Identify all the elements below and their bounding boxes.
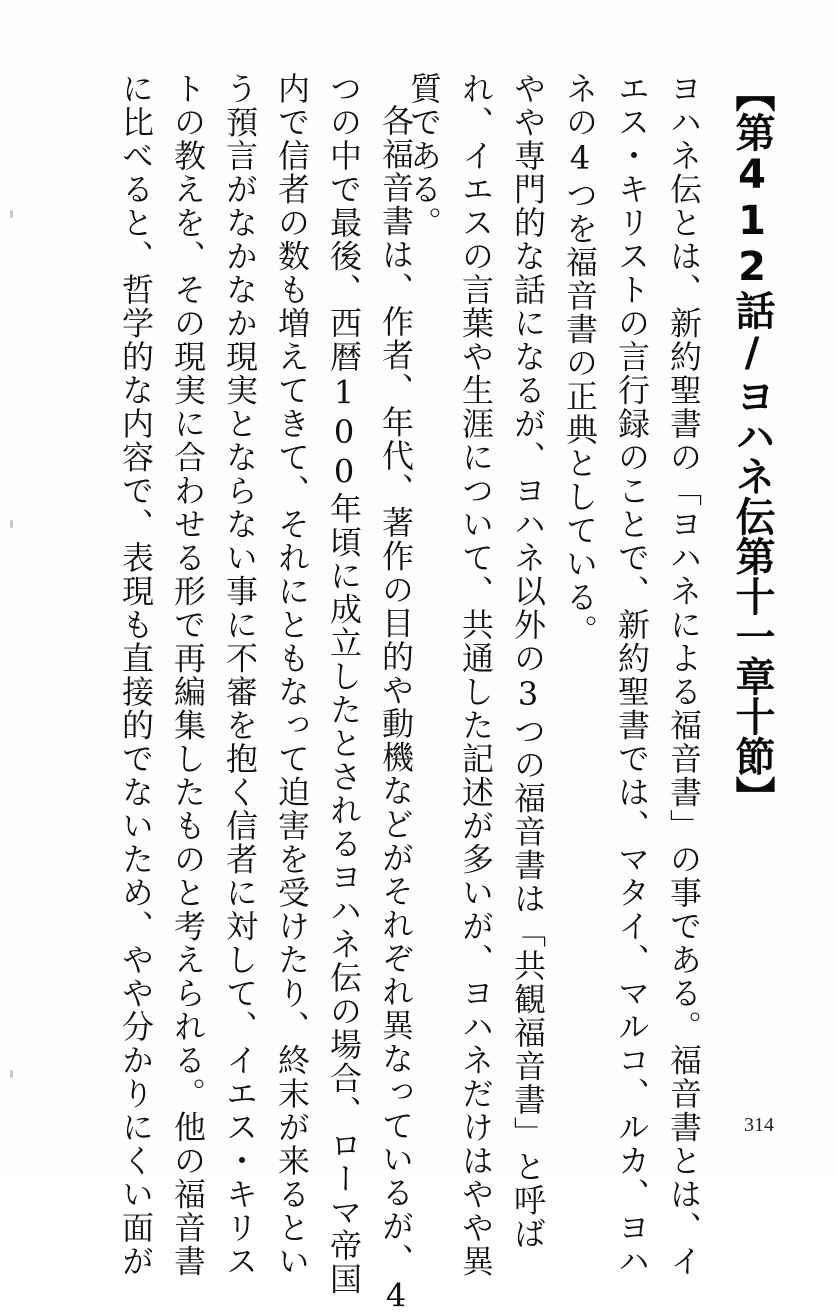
scan-speck [10,210,13,218]
text-column-11: トの教えを、その現実に合わせる形で再編集したものと考えられる。他の福音書 [169,72,207,1278]
text-column-6: 質である。 [405,72,443,240]
chapter-heading: 【第412話/ヨハネ伝第十一章十節】 [729,72,775,816]
text-column-1: ヨハネ伝とは、新約聖書の「ヨハネによる福音書」の事である。福音書とは、イ [665,72,703,1278]
text-column-4: やや専門的な話になるが、ヨハネ以外の3つの福音書は「共観福音書」と呼ば [509,72,547,1251]
text-column-3: ネの4つを福音書の正典としている。 [561,72,599,648]
text-column-2: エス・キリストの言行録のことで、新約聖書では、マタイ、マルコ、ルカ、ヨハ [613,72,651,1278]
text-column-5: れ、イエスの言葉や生涯について、共通した記述が多いが、ヨハネだけはやや異 [457,72,495,1278]
text-column-8: つの中で最後、西暦100年頃に成立したとされるヨハネ伝の場合、ローマ帝国 [325,72,363,1296]
page-number: 314 [744,1114,774,1136]
scan-speck [10,1070,13,1078]
text-column-7: 各福音書は、作者、年代、著作の目的や動機などがそれぞれ異なっているが、4 [377,104,415,1316]
text-column-12: に比べると、哲学的な内容で、表現も直接的でないため、やや分かりにくい面が [117,72,155,1278]
text-column-9: 内で信者の数も増えてきて、それにともなって迫害を受けたり、終末が来るとい [273,72,311,1278]
text-column-10: う預言がなかなか現実とならない事に不審を抱く信者に対して、イエス・キリス [221,72,259,1278]
scan-speck [10,520,13,528]
